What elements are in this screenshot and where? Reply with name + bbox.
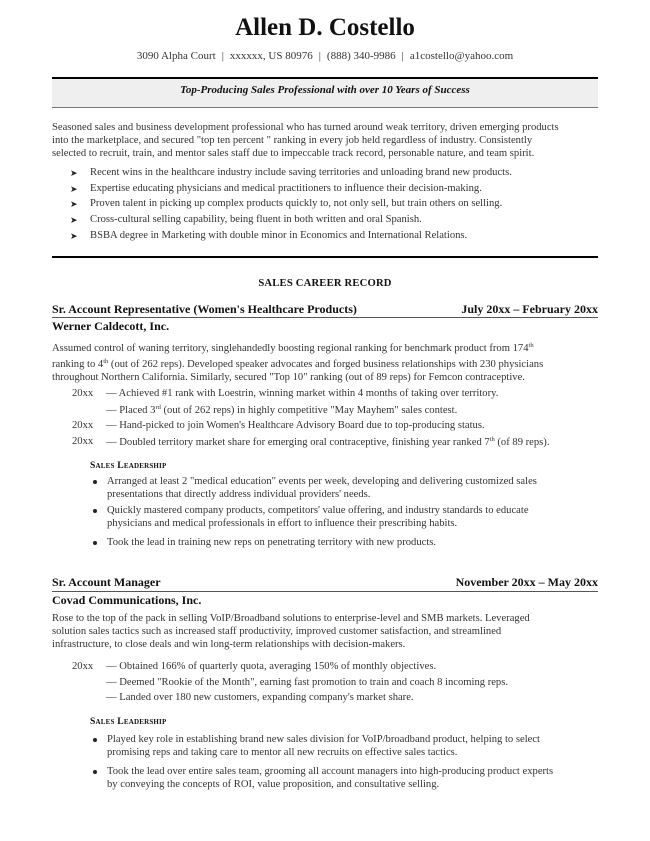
achievement-text: — Deemed "Rookie of the Month", earning fast promotion to train and coach 8 incoming reps. [106,677,508,688]
description-line: Rose to the top of the pack in selling VoIP/Broadband solutions to enterprise-level and SMB markets. Leveraged [52,613,530,624]
job-dates: July 20xx – February 20xx [461,302,598,316]
bullet-item: Arranged at least 2 "medical education" events per week, developing and delivering customized sales presentations that directly address individual providers' needs. [107,476,597,502]
description-line: ranking to 4th (out of 262 reps). Developed speaker advocates and forged business relationships with 230 physicians [52,357,544,370]
contact-separator: | [221,50,224,62]
job-dates: November 20xx – May 20xx [455,575,598,589]
summary-line: selected to recruit, train, and mentor sales staff due to impeccable track record, personable nature, and team spirit. [52,147,535,159]
highlight-text: Expertise educating physicians and medical practitioners to influence their decision-making. [90,183,482,194]
subsection-heading: Sales Leadership [90,460,167,471]
summary-paragraph [52,122,598,160]
arrow-bullet-icon: ➤ [70,199,78,209]
highlight-item [70,230,600,243]
bullet-dot-icon [93,738,97,742]
bullet-item: Played key role in establishing brand new sales division for VoIP/broadband product, helping to select promising reps and taking care to mentor all new recruits on effective sales tactics. [107,734,597,760]
achievement-text: — Placed 3rd (out of 262 reps) in highly competitive "May Mayhem" sales contest. [106,404,458,416]
job-title: Sr. Account Manager [52,575,161,589]
arrow-bullet-icon: ➤ [70,215,78,225]
job-description [52,613,598,651]
achievement-year: 20xx [72,661,94,672]
achievement-year: 20xx [72,388,94,399]
achievement-year: 20xx [72,420,94,431]
bullet-item: Took the lead in training new reps on penetrating territory with new products. [107,537,597,550]
contact-separator: | [401,50,404,62]
description-line: solution sales tactics such as increased staff productivity, improved customer satisfaction, and streamlined [52,625,502,637]
description-line: Assumed control of waning territory, singlehandedly boosting regional ranking for benchmark product from 174th [52,342,534,354]
achievement-text: — Achieved #1 rank with Loestrin, winning market within 4 months of taking over territory. [106,388,499,399]
description-line: infrastructure, to close deals and win long-term relationships with decision-makers. [52,638,406,650]
job-divider [52,317,598,318]
highlight-item [70,198,600,211]
section-title: SALES CAREER RECORD [258,278,392,289]
tagline: Top-Producing Sales Professional with over 10 Years of Success [180,84,470,96]
contact-separator: | [318,50,321,62]
achievement-text: — Obtained 166% of quarterly quota, averaging 150% of monthly objectives. [106,661,437,672]
company-name: Werner Caldecott, Inc. [52,319,170,333]
achievement-text: — Landed over 180 new customers, expanding company's market share. [106,692,414,703]
achievement-text: — Doubled territory market share for emerging oral contraceptive, finishing year ranked 7th (of 89 reps). [106,436,550,448]
bullet-item: Took the lead over entire sales team, grooming all account managers into high-producing product experts by conveying the concepts of ROI, value proposition, and consultative selling. [107,766,597,792]
job-description [52,340,598,384]
job-title: Sr. Account Representative (Women's Healthcare Products) [52,302,357,316]
company-name: Covad Communications, Inc. [52,593,202,607]
arrow-bullet-icon: ➤ [70,231,78,241]
bullet-dot-icon [93,541,97,545]
highlight-item [70,183,600,196]
achievement-year: 20xx [72,436,94,447]
contact-phone: (888) 340-9986 [326,50,396,62]
arrow-bullet-icon: ➤ [70,184,78,194]
bullet-dot-icon [93,509,97,513]
subsection-heading: Sales Leadership [90,716,167,727]
bullet-item: Quickly mastered company products, competitors' value offering, and industry standards to educate physicians and medical professionals in effort to influence their prescribing habits. [107,505,597,531]
highlight-item [70,167,600,180]
description-line: throughout Northern California. Similarly, secured "Top 10" ranking (out of 89 reps) for Femcon contraceptive. [52,371,525,383]
highlight-text: Proven talent in picking up complex products quickly to, not only sell, but train others on selling. [90,198,503,209]
bullet-dot-icon [93,480,97,484]
highlight-item [70,214,600,227]
summary-line: Seasoned sales and business development professional who has turned around weak territory, driven emerging products [52,122,559,133]
arrow-bullet-icon: ➤ [70,168,78,178]
summary-line: into the marketplace, and secured "top ten percent " ranking in every job held regardless of industry. Consistently [52,134,533,146]
bullet-dot-icon [93,770,97,774]
candidate-name: Allen D. Costello [235,14,415,41]
section-divider [52,256,598,258]
achievement-text: — Hand-picked to join Women's Healthcare Advisory Board due to top-producing status. [106,420,485,431]
highlight-text: Recent wins in the healthcare industry include saving territories and unloading brand new products. [90,167,512,178]
contact-city: xxxxxx, US 80976 [229,50,313,62]
highlight-text: Cross-cultural selling capability, being fluent in both written and oral Spanish. [90,214,422,225]
job-divider [52,591,598,592]
highlight-text: BSBA degree in Marketing with double minor in Economics and International Relations. [90,230,468,241]
contact-address: 3090 Alpha Court [136,50,216,62]
contact-email: a1costello@yahoo.com [409,50,514,62]
contact-line [0,50,650,62]
